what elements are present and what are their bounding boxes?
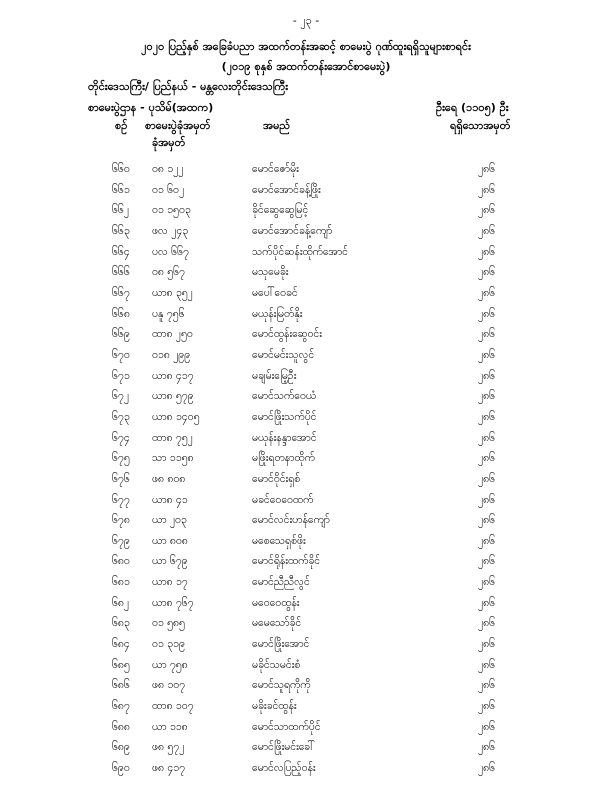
row-number: ၆၇၈ <box>112 514 130 527</box>
row-number: ၆၇၅ <box>112 452 130 465</box>
list-item <box>0 597 612 618</box>
exam-center-row <box>88 101 538 117</box>
marks-value: ၂၈၆ <box>478 286 496 299</box>
list-item <box>0 390 612 411</box>
row-number: ၆၇၃ <box>112 410 130 423</box>
marks-value: ၂၈၆ <box>478 658 496 671</box>
student-name: မောင်သူရကိုကို <box>252 679 311 692</box>
marks-value: ၂၈၆ <box>478 762 496 775</box>
student-name: မခိုးခင်ထွန်း <box>252 700 297 713</box>
student-name: မယုန်းနန္ဒာအောင် <box>252 431 317 444</box>
list-item <box>0 576 612 597</box>
row-number: ၆၇၀ <box>112 348 130 361</box>
marks-value: ၂၈၆ <box>478 410 496 423</box>
list-item <box>0 370 612 391</box>
row-number: ၆၇၄ <box>112 431 130 444</box>
list-item <box>0 617 612 638</box>
marks-value: ၂၈၆ <box>478 720 496 733</box>
row-number: ၆၆၀ <box>112 163 130 175</box>
marks-value: ၂၈၆ <box>478 163 496 175</box>
student-name: မောင်ဖြိုးသက်ပိုင် <box>252 410 317 423</box>
list-item <box>0 432 612 453</box>
student-name: မောင်ဖြိုးမင်းခေါ် <box>252 741 315 754</box>
student-name: မမေသော်ခိုင် <box>252 617 302 630</box>
student-name: မခင်ဝေဝေထက် <box>252 493 314 506</box>
list-item <box>0 225 612 246</box>
list-item <box>0 204 612 225</box>
registration-number: ယာ၈ ၄၁ <box>152 493 188 506</box>
list-item <box>0 473 612 494</box>
list-item <box>0 555 612 576</box>
row-number: ၆၇၉ <box>112 534 130 547</box>
list-item <box>0 638 612 659</box>
marks-value: ၂၈၆ <box>478 576 496 589</box>
results-list <box>0 163 612 783</box>
student-name: မဖြိုးရတနာထိုက် <box>252 452 315 465</box>
list-item <box>0 328 612 349</box>
row-number: ၆၇၇ <box>112 493 130 506</box>
list-item <box>0 762 612 783</box>
row-number: ၆၈၄ <box>112 638 130 651</box>
registration-number: ယာ ၈၀၈ <box>152 534 188 547</box>
registration-number: ယာ၈ ၄၁၇ <box>152 369 194 382</box>
header-no: စဉ် <box>115 119 128 132</box>
marks-value: ၂၈၆ <box>478 266 496 279</box>
student-name: မောင်လင်းဟန်ကျော် <box>252 514 330 527</box>
list-item <box>0 411 612 432</box>
row-number: ၆၆၂ <box>112 204 129 217</box>
center-label: စာမေးပွဲဌာန - ပုသိမ်(အထက) <box>88 101 214 114</box>
registration-number: ထာ၈ ၇၅၂ <box>152 431 193 444</box>
student-name: မောင်မင်းသူလွင် <box>252 348 315 361</box>
row-number: ၆၆၈ <box>112 307 130 320</box>
marks-value: ၂၈၆ <box>478 741 496 754</box>
marks-value: ၂၈၆ <box>478 348 496 361</box>
marks-value: ၂၈၆ <box>478 328 496 341</box>
marks-value: ၂၈၆ <box>478 638 496 651</box>
list-item <box>0 266 612 287</box>
registration-number: ဝ၁ ၃၁၉ <box>152 638 185 651</box>
student-name: မချမ်းမြေ့ဦး <box>252 369 297 382</box>
registration-number: ဖ၈ ၁၀၇ <box>152 679 186 692</box>
document-title: ၂၀၂၀ ပြည့်နှစ် အခြေခံပညာ အထက်တန်းအဆင့် စာမေးပွဲ ဂုဏ်ထူးရရှိသူများစာရင်း <box>141 40 471 53</box>
student-name: မောင်အောင်ခန့်ကျော် <box>252 224 333 237</box>
list-item <box>0 535 612 556</box>
student-name: မောင်သာထက်ပိုင် <box>252 720 321 733</box>
row-number: ၆၈၉ <box>112 741 130 754</box>
student-name: မောင်ညီညီလွင် <box>252 576 310 589</box>
student-name: မောင်အောင်ခန့်ဖြိုး <box>252 183 321 196</box>
registration-number: ဝ၁၈ ၂၉၉ <box>152 348 191 361</box>
registration-number: ဝ၁ ၁၅၀၃ <box>152 204 191 217</box>
list-item <box>0 184 612 205</box>
registration-number: ပလ ၆၆၇ <box>152 245 189 258</box>
list-item <box>0 452 612 473</box>
marks-value: ၂၈၆ <box>478 555 496 568</box>
list-item <box>0 246 612 267</box>
header-registration: စာမေးပွဲခုံအမှတ် <box>145 119 211 132</box>
marks-value: ၂၈၆ <box>478 596 496 609</box>
marks-value: ၂၈၆ <box>478 431 496 444</box>
marks-value: ၂၈၆ <box>478 245 496 258</box>
student-name: သက်ပိုင်ဆန်းထိုက်အောင် <box>252 245 348 258</box>
list-item <box>0 700 612 721</box>
marks-value: ၂၈၆ <box>478 307 496 320</box>
header-marks: ရရှိသောအမှတ် <box>450 119 511 132</box>
row-number: ၆၈၈ <box>112 720 130 733</box>
marks-value: ၂၈၆ <box>478 224 496 237</box>
registration-number: ဖလ ၂၄၃ <box>152 224 189 237</box>
region-label: တိုင်းဒေသကြီး/ ပြည်နယ် - မန္တလေးတိုင်းဒေသကြီး <box>88 80 289 93</box>
document-subtitle: (၂၀၁၉ စုနှစ် အထက်တန်းအောင်စာမေးပွဲ) <box>221 60 391 73</box>
row-number: ၆၆၉ <box>112 328 130 341</box>
marks-value: ၂၈၆ <box>478 617 496 630</box>
list-item <box>0 308 612 329</box>
registration-number: ယာ ၆၇၉ <box>152 555 188 568</box>
list-item <box>0 721 612 742</box>
marks-value: ၂၈၆ <box>478 369 496 382</box>
list-item <box>0 514 612 535</box>
registration-number: ဝ၁ ၅၈၅ <box>152 617 185 630</box>
student-name: မောင်လပြည့်ဝန်း <box>252 762 316 775</box>
registration-number: ယာ၈ ၇၆၇ <box>152 596 194 609</box>
marks-value: ၂၈၆ <box>478 204 496 217</box>
registration-number: သာ ၁၁၅၈ <box>152 452 194 465</box>
row-number: ၆၇၁ <box>112 369 130 382</box>
registration-number: ပနူ ၇၅၆ <box>152 307 185 320</box>
column-headers <box>0 119 612 155</box>
marks-value: ၂၈၆ <box>478 452 496 465</box>
student-name: မောင်သက်ဝေယံ <box>252 390 317 403</box>
marks-value: ၂၈၆ <box>478 534 496 547</box>
list-item <box>0 494 612 515</box>
student-name: မောင်ဇော်မိုး <box>252 163 299 175</box>
row-number: ၆၈၂ <box>112 596 130 609</box>
registration-number: ယာ ၂၀၃ <box>152 514 187 527</box>
registration-number: ယာ၈ ၁၄၀၅ <box>152 410 200 423</box>
registration-number: ဖ၈ ၈၀၈ <box>152 472 186 485</box>
marks-value: ၂၈၆ <box>478 183 496 196</box>
marks-value: ၂၈၆ <box>478 700 496 713</box>
list-item <box>0 287 612 308</box>
row-number: ၆၈၁ <box>112 576 130 589</box>
registration-number: ဝ၈ ၁၂၂ <box>152 163 184 175</box>
registration-number: ဖ၈ ၅၇၂ <box>152 741 185 754</box>
marks-value: ၂၈၆ <box>478 472 496 485</box>
list-item <box>0 679 612 700</box>
student-name: မောင်ဝိုင်းရှစ် <box>252 472 301 485</box>
row-number: ၆၈၅ <box>112 658 130 671</box>
header-registration-line2: ခုံအမှတ် <box>152 136 186 149</box>
header-name: အမည် <box>263 119 291 132</box>
student-name: မောင်ထွန်းဆွေဝင်း <box>252 328 322 341</box>
marks-value: ၂၈၆ <box>478 493 496 506</box>
student-name: မောင်ရိုန်းထက်ခိုင် <box>252 555 321 568</box>
student-name: မသုမေခိုး <box>252 266 289 279</box>
registration-number: ဝ၈ ၅၆၇ <box>152 266 185 279</box>
page-number: - ၂၃ - <box>292 14 320 27</box>
registration-number: ဝ၁ ၆၀၂ <box>152 183 185 196</box>
candidate-count: ဦးရေ (၁၁၀၅) ဦး <box>436 101 509 114</box>
row-number: ၆၈၀ <box>112 555 130 568</box>
student-name: ခိုင်ဆွေဆွေမြင့် <box>252 204 309 217</box>
row-number: ၆၉၀ <box>112 762 130 775</box>
list-item <box>0 163 612 184</box>
marks-value: ၂၈၆ <box>478 390 496 403</box>
student-name: မောင်ဖြိုးအောင် <box>252 638 310 651</box>
registration-number: ယာ ၇၅၈ <box>152 658 188 671</box>
list-item <box>0 741 612 762</box>
row-number: ၆၈၆ <box>112 679 130 692</box>
row-number: ၆၇၂ <box>112 390 129 403</box>
list-item <box>0 349 612 370</box>
registration-number: ယာ၈ ၁၇ <box>152 576 188 589</box>
registration-number: ယာ၈ ၅၇၉ <box>152 390 194 403</box>
registration-number: ဖ၈ ၄၁၇ <box>152 762 186 775</box>
student-name: မယုန်းမြတ်နိုး <box>252 307 303 320</box>
marks-value: ၂၈၆ <box>478 514 496 527</box>
row-number: ၆၆၃ <box>112 224 130 237</box>
student-name: မပေါ်ဝေခင် <box>252 286 298 299</box>
marks-value: ၂၈၆ <box>478 679 496 692</box>
registration-number: ယာ ၁၁၈ <box>152 720 188 733</box>
row-number: ၆၈၃ <box>112 617 130 630</box>
row-number: ၆၈၇ <box>112 700 130 713</box>
list-item <box>0 659 612 680</box>
row-number: ၆၆၄ <box>112 245 130 258</box>
row-number: ၆၆၆ <box>112 266 130 279</box>
student-name: မစေသေရှစ်ဖိုး <box>252 534 306 547</box>
registration-number: ထာ၈ ၁၀၇ <box>152 700 194 713</box>
student-name: မခိုင်သမင်းစံ <box>252 658 301 671</box>
row-number: ၆၆၁ <box>112 183 130 196</box>
row-number: ၆၆၇ <box>112 286 130 299</box>
student-name: မဝေဝေထွန်း <box>252 596 300 609</box>
registration-number: ထာ၈ ၂၅၀ <box>152 328 193 341</box>
row-number: ၆၇၆ <box>112 472 130 485</box>
registration-number: ယာ၈ ၃၅၂ <box>152 286 193 299</box>
